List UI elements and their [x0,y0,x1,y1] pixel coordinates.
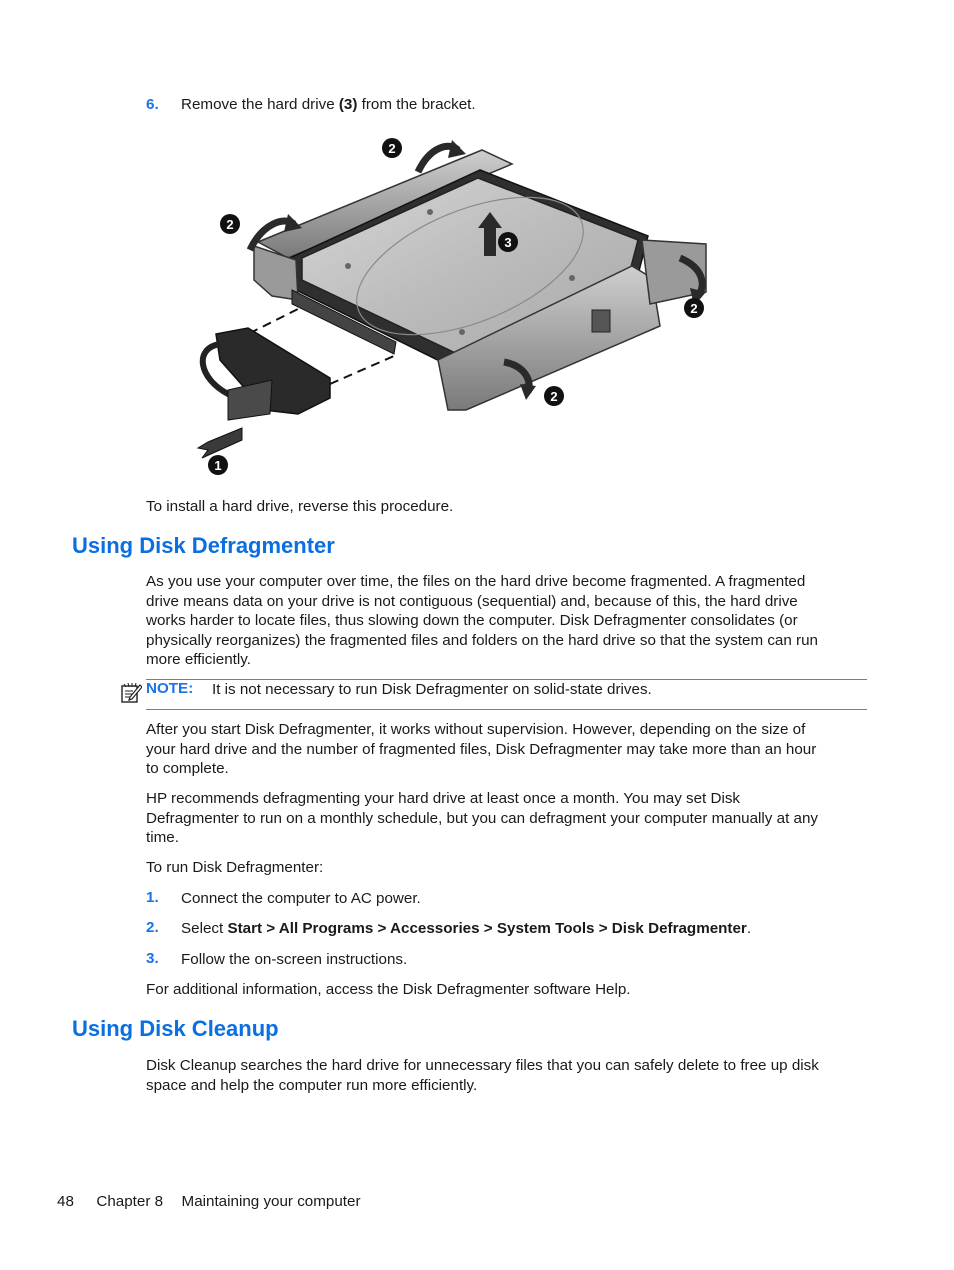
note-label-wrap [146,680,193,698]
step-text-after: from the bracket. [357,96,476,113]
paragraph-line: physically reorganizes) the fragmented files and folders on the hard drive so that the system can run [146,631,818,649]
svg-text:2: 2 [550,389,558,404]
step-number: 2. [146,919,159,936]
run-intro: To run Disk Defragmenter: [146,859,324,876]
note-text: It is not necessary to run Disk Defragmenter on solid-state drives. [212,681,652,698]
step-number: 1. [146,889,159,906]
callout-1 [208,455,228,475]
paragraph-line: Defragmenter to run on a monthly schedule, but you can defragment your computer manually at any [146,809,818,827]
paragraph-line: time. [146,829,179,847]
step-6-text [181,96,476,113]
step-3-number-wrap [146,950,159,968]
svg-text:3: 3 [504,235,512,250]
page-footer [57,1193,361,1210]
step-1-text: Connect the computer to AC power. [181,890,421,907]
paragraph-line: drive means data on your drive is not contiguous (sequential) and, because of this, the hard drive [146,592,798,610]
menu-path: Start > All Programs > Accessories > System Tools > Disk Defragmenter [227,920,747,937]
paragraph-line: Disk Cleanup searches the hard drive for unnecessary files that you can safely delete to free up disk [146,1057,819,1074]
paragraph-line: As you use your computer over time, the files on the hard drive become fragmented. A fragmented [146,573,806,590]
paragraph-line: more efficiently. [146,651,251,669]
note-label: NOTE: [146,680,194,697]
defrag-intro-paragraph [146,572,818,670]
step-text-before: Select [181,920,228,937]
step-2-number-wrap [146,919,159,937]
step-number: 3. [146,950,159,967]
callout-2-bottom [544,386,564,406]
callout-2-left [220,214,240,234]
page-number: 48 [57,1193,74,1210]
step-text-before: Remove the hard drive [181,96,339,113]
callout-2-top [382,138,402,158]
callout-3 [498,232,518,252]
note-icon [120,682,142,704]
step-number: 6. [146,96,159,113]
chapter-title: Maintaining your computer [181,1193,361,1210]
defrag-paragraph-2 [146,720,816,779]
paragraph-line: HP recommends defragmenting your hard drive at least once a month. You may set Disk [146,790,741,807]
chapter-label: Chapter 8 [96,1193,164,1210]
paragraph-line: to complete. [146,760,229,778]
section-heading-cleanup: Using Disk Cleanup [72,1016,279,1041]
paragraph-line: After you start Disk Defragmenter, it works without supervision. However, depending on the size of [146,721,806,738]
svg-text:2: 2 [226,217,234,232]
section-heading-defrag: Using Disk Defragmenter [72,533,335,558]
step-text-bold: (3) [338,96,358,113]
step-2-text [181,919,751,939]
paragraph-line: your hard drive and the number of fragmented files, Disk Defragmenter may take more than an hour [146,740,817,758]
svg-text:1: 1 [214,458,222,473]
paragraph-line: works harder to locate files, thus slowing down the computer. Disk Defragmenter consolidates (or [146,612,798,630]
additional-info: For additional information, access the Disk Defragmenter software Help. [146,981,631,998]
paragraph-line: space and help the computer run more efficiently. [146,1076,478,1094]
callout-2-right [684,298,704,318]
cleanup-paragraph [146,1056,819,1095]
svg-text:2: 2 [690,301,698,316]
step-3-text: Follow the on-screen instructions. [181,951,408,968]
hard-drive-removal-illustration [180,128,720,480]
step-6 [146,96,159,114]
install-note: To install a hard drive, reverse this procedure. [146,498,454,515]
defrag-paragraph-3 [146,789,818,848]
step-text-after: . [746,920,752,937]
note-rule-bottom [146,709,867,710]
svg-text:2: 2 [388,141,396,156]
step-1-number-wrap [146,889,159,907]
